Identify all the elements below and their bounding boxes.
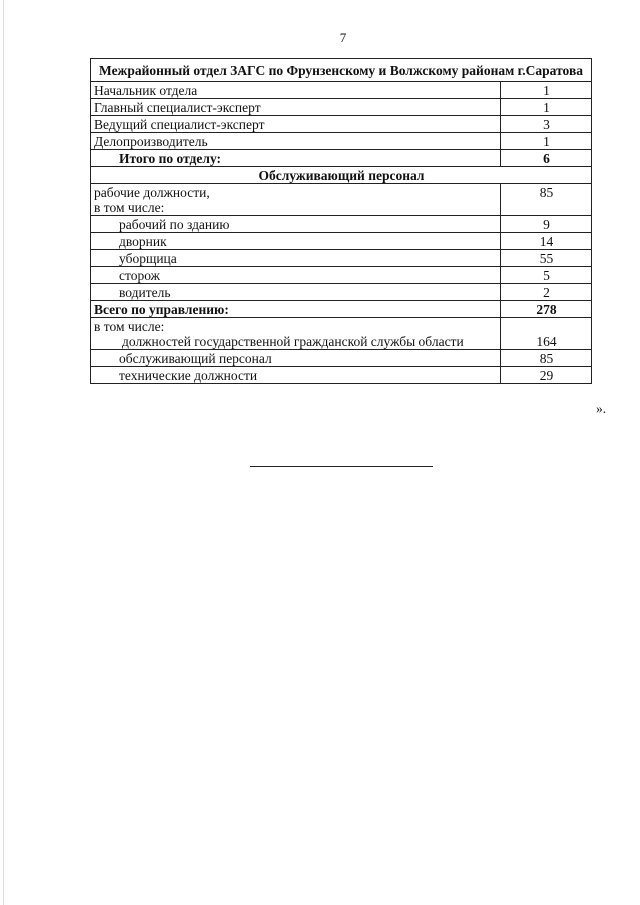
table-row (91, 284, 592, 301)
grand-total-value: 278 (501, 301, 592, 318)
working-item-count: 2 (501, 284, 592, 301)
position-label: Делопроизводитель (91, 133, 501, 150)
working-positions-line2: в том числе: (94, 200, 165, 215)
breakdown-row (91, 318, 592, 350)
working-item-count: 9 (501, 216, 592, 233)
breakdown-item-label: должностей государственной гражданской службы области (122, 334, 464, 349)
position-label: Ведущий специалист-эксперт (91, 116, 501, 133)
table-row (91, 133, 592, 150)
working-positions-label (91, 184, 501, 216)
staff-table (90, 58, 592, 384)
working-item-label: дворник (91, 233, 501, 250)
table-row (91, 216, 592, 233)
table-row (91, 82, 592, 99)
breakdown-item-count: 164 (501, 318, 592, 350)
table-row (91, 367, 592, 384)
breakdown-item-label: технические должности (91, 367, 501, 384)
grand-total-row (91, 301, 592, 318)
working-item-label: уборщица (91, 250, 501, 267)
working-item-label: рабочий по зданию (91, 216, 501, 233)
table-row (91, 350, 592, 367)
table-row (91, 267, 592, 284)
breakdown-item-label: обслуживающий персонал (91, 350, 501, 367)
working-positions-value: 85 (501, 184, 592, 216)
position-count: 1 (501, 133, 592, 150)
working-item-count: 14 (501, 233, 592, 250)
breakdown-item-count: 29 (501, 367, 592, 384)
table-title-row (91, 59, 592, 82)
working-positions-row (91, 184, 592, 216)
dept-total-value: 6 (501, 150, 592, 167)
working-item-count: 5 (501, 267, 592, 284)
dept-total-row (91, 150, 592, 167)
scan-edge-line (3, 0, 4, 905)
table-row (91, 233, 592, 250)
service-section-heading: Обслуживающий персонал (91, 167, 592, 184)
position-count: 1 (501, 99, 592, 116)
page-number: 7 (339, 30, 347, 45)
working-item-label: сторож (91, 267, 501, 284)
position-count: 1 (501, 82, 592, 99)
working-positions-line1: рабочие должности, (94, 185, 210, 200)
position-label: Начальник отдела (91, 82, 501, 99)
table-title: Межрайонный отдел ЗАГС по Фрунзенскому и Волжскому районам г.Саратова (91, 59, 592, 82)
dept-total-label: Итого по отделу: (91, 150, 501, 167)
grand-total-label: Всего по управлению: (91, 301, 501, 318)
table-row (91, 250, 592, 267)
breakdown-item-count: 85 (501, 350, 592, 367)
position-label: Главный специалист-эксперт (91, 99, 501, 116)
breakdown-label (91, 318, 501, 350)
end-divider (250, 466, 433, 467)
position-count: 3 (501, 116, 592, 133)
table-row (91, 99, 592, 116)
working-item-count: 55 (501, 250, 592, 267)
working-item-label: водитель (91, 284, 501, 301)
closing-quote: ». (596, 401, 607, 416)
section-header-row (91, 167, 592, 184)
table-row (91, 116, 592, 133)
including-label: в том числе: (94, 319, 165, 334)
